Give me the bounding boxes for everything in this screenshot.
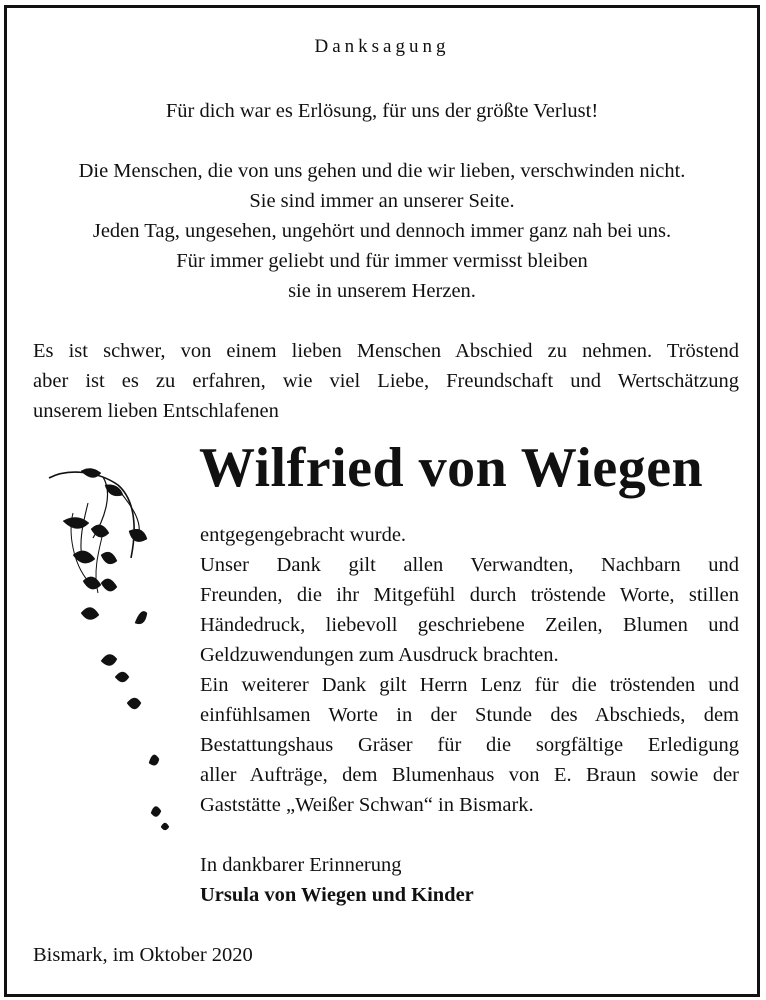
body-line: einfühlsamen Worte in der Stunde des Abschieds, dem	[200, 704, 739, 726]
poem-line: sie in unserem Herzen.	[288, 280, 476, 302]
poem-line: Jeden Tag, ungesehen, ungehört und dennoch immer ganz nah bei uns.	[92, 220, 672, 242]
intro-line: Es ist schwer, von einem lieben Menschen Abschied zu nehmen. Tröstend	[33, 340, 739, 362]
intro-line: unserem lieben Entschlafenen	[33, 400, 279, 422]
poem-line: Für immer geliebt und für immer vermisst bleiben	[176, 250, 588, 272]
intro-line: aber ist es zu erfahren, wie viel Liebe, Freundschaft und Wertschätzung	[33, 370, 739, 392]
heading: Danksagung	[314, 36, 450, 57]
obituary-frame	[4, 5, 760, 997]
closing-text: In dankbarer Erinnerung	[200, 854, 402, 876]
subheading: Für dich war es Erlösung, für uns der größte Verlust!	[165, 100, 599, 122]
body-line: Unser Dank gilt allen Verwandten, Nachbarn und	[200, 554, 739, 576]
signature: Ursula von Wiegen und Kinder	[200, 884, 474, 906]
poem-line: Sie sind immer an unserer Seite.	[249, 190, 515, 212]
place-date: Bismark, im Oktober 2020	[33, 944, 253, 966]
body-line: Bestattungshaus Gräser für die sorgfältige Erledigung	[200, 734, 739, 756]
body-line: Freunden, die ihr Mitgefühl durch tröstende Worte, stillen	[200, 584, 739, 606]
body-line: Gaststätte „Weißer Schwan“ in Bismark.	[200, 794, 534, 816]
body-line: Geldzuwendungen zum Ausdruck brachten.	[200, 644, 559, 666]
body-line: entgegengebracht wurde.	[200, 524, 407, 546]
body-line: aller Aufträge, dem Blumenhaus von E. Braun sowie der	[200, 764, 739, 786]
falling-leaves-branch-icon	[43, 463, 183, 848]
poem-line: Die Menschen, die von uns gehen und die wir lieben, verschwinden nicht.	[78, 160, 686, 182]
body-line: Händedruck, liebevoll geschriebene Zeilen, Blumen und	[200, 614, 739, 636]
deceased-name: Wilfried von Wiegen	[199, 437, 704, 499]
body-line: Ein weiterer Dank gilt Herrn Lenz für die tröstenden und	[200, 674, 739, 696]
